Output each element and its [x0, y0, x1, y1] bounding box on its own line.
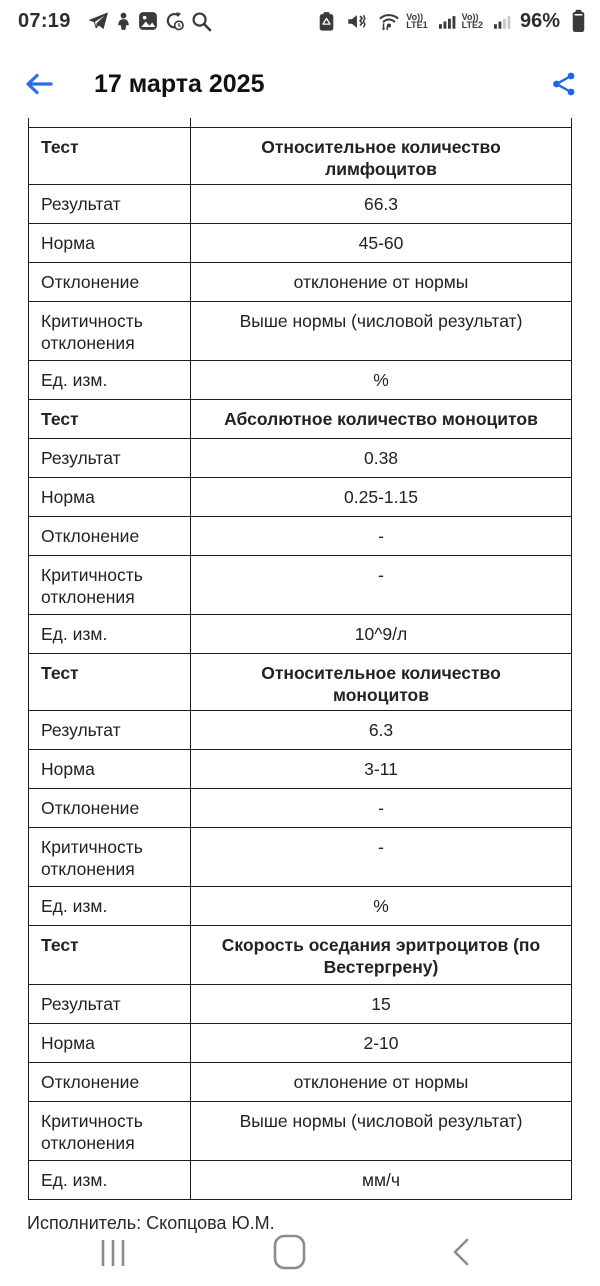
- mute-vibrate-icon: [346, 12, 366, 31]
- executor-note: Исполнитель: Скопцова Ю.М.: [27, 1212, 275, 1233]
- table-row: [29, 223, 572, 262]
- row-label-cell: Норма: [29, 477, 191, 516]
- row-value-cell: Относительное количество моноцитов: [191, 653, 572, 710]
- back-arrow-icon[interactable]: [22, 70, 56, 98]
- table-row: [29, 1101, 572, 1160]
- row-value-cell: Относительное количество лимфоцитов: [191, 127, 572, 184]
- wifi-arrows-icon: [377, 11, 401, 31]
- row-label-cell: Ед. изм.: [29, 886, 191, 925]
- row-value-cell: Выше нормы (числовой результат): [191, 1101, 572, 1160]
- home-button[interactable]: [272, 1234, 308, 1270]
- table-row: [29, 925, 572, 984]
- row-value-cell: 3-11: [191, 749, 572, 788]
- row-label-cell: Результат: [29, 438, 191, 477]
- row-label-cell: Норма: [29, 223, 191, 262]
- row-label-cell: Критичность отклонения: [29, 301, 191, 360]
- table-row: [29, 710, 572, 749]
- clipped-row: [29, 118, 572, 127]
- row-label-cell: Критичность отклонения: [29, 827, 191, 886]
- navigation-bar: [0, 1216, 600, 1286]
- row-value-cell: отклонение от нормы: [191, 262, 572, 301]
- table-row: [29, 827, 572, 886]
- row-label-cell: Норма: [29, 749, 191, 788]
- table-row: [29, 1160, 572, 1199]
- row-label-cell: Ед. изм.: [29, 614, 191, 653]
- battery-percent: 96%: [519, 9, 560, 32]
- results-table: [28, 118, 572, 1200]
- row-value-cell: Выше нормы (числовой результат): [191, 301, 572, 360]
- row-label-cell: Результат: [29, 710, 191, 749]
- row-value-cell: Абсолютное количество моноцитов: [191, 399, 572, 438]
- row-value-cell: -: [191, 827, 572, 886]
- table-row: [29, 984, 572, 1023]
- row-value-cell: -: [191, 516, 572, 555]
- clock-time: 07:19: [18, 9, 71, 32]
- row-value-cell: %: [191, 360, 572, 399]
- table-row: [29, 399, 572, 438]
- row-label-cell: Отклонение: [29, 1062, 191, 1101]
- signal-lte1-icon: [439, 13, 457, 30]
- row-label-cell: Тест: [29, 653, 191, 710]
- row-label-cell: Тест: [29, 399, 191, 438]
- row-label-cell: Отклонение: [29, 516, 191, 555]
- table-row: [29, 262, 572, 301]
- battery-icon: [571, 9, 586, 33]
- row-value-cell: -: [191, 788, 572, 827]
- signal-lte2-icon: [494, 13, 512, 30]
- table-row: [29, 184, 572, 223]
- row-value-cell: мм/ч: [191, 1160, 572, 1199]
- row-label-cell: Критичность отклонения: [29, 1101, 191, 1160]
- row-value-cell: 10^9/л: [191, 614, 572, 653]
- row-value-cell: 2-10: [191, 1023, 572, 1062]
- table-row: [29, 788, 572, 827]
- row-label-cell: Ед. изм.: [29, 360, 191, 399]
- page-title: 17 марта 2025: [94, 69, 265, 98]
- table-row: [29, 1023, 572, 1062]
- row-label-cell: Тест: [29, 127, 191, 184]
- table-row: [29, 127, 572, 184]
- row-value-cell: 6.3: [191, 710, 572, 749]
- row-label-cell: Ед. изм.: [29, 1160, 191, 1199]
- table-row: [29, 477, 572, 516]
- row-value-cell: 0.38: [191, 438, 572, 477]
- table-row: [29, 516, 572, 555]
- back-button[interactable]: [450, 1236, 472, 1268]
- row-label-cell: Отклонение: [29, 262, 191, 301]
- row-value-cell: %: [191, 886, 572, 925]
- row-value-cell: 15: [191, 984, 572, 1023]
- telegram-icon: [87, 11, 109, 31]
- row-label-cell: Результат: [29, 184, 191, 223]
- share-icon[interactable]: [550, 70, 578, 98]
- battery-saver-icon: [318, 11, 335, 32]
- row-label-cell: Критичность отклонения: [29, 555, 191, 614]
- row-value-cell: 66.3: [191, 184, 572, 223]
- recents-button[interactable]: [98, 1238, 130, 1268]
- app-header: [0, 58, 600, 110]
- volte-lte1-label: Vo)) LTE1: [406, 12, 428, 30]
- row-label-cell: Отклонение: [29, 788, 191, 827]
- table-row: [29, 614, 572, 653]
- table-row: [29, 555, 572, 614]
- row-value-cell: 0.25-1.15: [191, 477, 572, 516]
- table-row: [29, 749, 572, 788]
- row-value-cell: -: [191, 555, 572, 614]
- gallery-icon: [138, 11, 158, 31]
- search-icon: [191, 11, 212, 32]
- row-label-cell: Норма: [29, 1023, 191, 1062]
- row-value-cell: 45-60: [191, 223, 572, 262]
- status-bar: [0, 0, 600, 38]
- table-row: [29, 1062, 572, 1101]
- row-label-cell: Результат: [29, 984, 191, 1023]
- table-row: [29, 653, 572, 710]
- row-value-cell: отклонение от нормы: [191, 1062, 572, 1101]
- volte-lte2-label: Vo)) LTE2: [461, 12, 483, 30]
- row-label-cell: Тест: [29, 925, 191, 984]
- row-value-cell: Скорость оседания эритроцитов (по Вестергрену): [191, 925, 572, 984]
- update-clock-icon: [164, 11, 185, 31]
- table-row: [29, 438, 572, 477]
- table-row: [29, 360, 572, 399]
- table-row: [29, 886, 572, 925]
- person-icon: [115, 11, 132, 31]
- table-row: [29, 301, 572, 360]
